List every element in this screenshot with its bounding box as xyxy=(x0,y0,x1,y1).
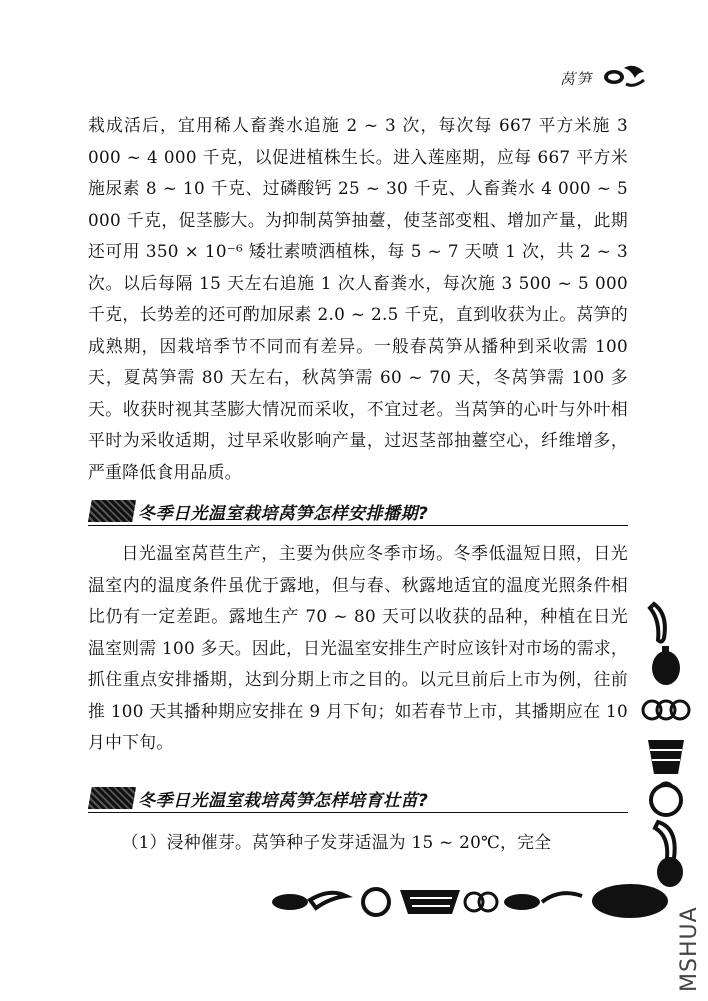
section-heading-text: 冬季日光温室栽培莴笋怎样培育壮苗? xyxy=(138,790,429,811)
paragraph-1: 栽成活后，宜用稀人畜粪水追施 2 ~ 3 次，每次每 667 平方米施 3 000 ~ 4 000 千克，以促进植株生长。进入莲座期，应每 667 平方米施尿素 8 ~ 10 千克、过磷酸钙 25 ~ 30 千克、人畜粪水 4 000 ~ 5 000 千克，促茎膨大。为抑制莴笋抽薹，使茎部变粗、增加产量，此期还可用 350 × 10⁻⁶ 矮壮素喷洒植株，每 5 ~ 7 天喷 1 次，共 2 ~ 3 次。以后每隔 15 天左右追施 1 次人畜粪水，每次施 3 500 ~ 5 000 千克，长势差的还可酌加尿素 2.0 ~ 2.5 千克，直到收获为止。莴笋的成熟期，因栽培季节不同而有差异。一般春莴笋从播种到采收需 100 天，夏莴笋需 80 天左右，秋莴笋需 60 ~ 70 天，冬莴笋需 100 多天。收获时视其茎膨大情况而采收，不宜过老。当莴笋的心叶与外叶相平时为采收适期，过早采收影响产量，过迟茎部抽薹空心，纤维增多，严重降低食用品质。 xyxy=(88,115,629,482)
paragraph-2: 日光温室莴苣生产，主要为供应冬季市场。冬季低温短日照，日光温室内的温度条件虽优于露地，但与春、秋露地适宜的温度光照条件相比仍有一定差距。露地生产 70 ~ 80 天可以收获的品种，种植在日光温室则需 100 多天。因此，日光温室安排生产时应该针对市场的需求，抓住重点安排播期，达到分期上市之目的。以元旦前后上市为例，往前推 100 天其播种期应安排在 9 月下旬；如若春节上市，其播期应在 10 月中下旬。 xyxy=(88,543,628,752)
section-heading-seedling xyxy=(88,784,628,813)
vegetable-column-icon xyxy=(636,600,696,894)
running-header-title: 莴笋 xyxy=(560,69,593,88)
running-header xyxy=(560,62,646,94)
vegetable-logo-icon xyxy=(602,62,646,94)
watermark xyxy=(672,870,702,995)
section-heading-sowing xyxy=(88,497,628,526)
heading-marker-icon xyxy=(88,500,136,522)
paragraph-3: （1）浸种催芽。莴笋种子发芽适温为 15 ~ 20℃，完全 xyxy=(121,832,552,852)
vegetable-row-icon xyxy=(270,880,670,924)
watermark-text: MSHUA xyxy=(677,906,702,992)
heading-marker-icon xyxy=(88,787,136,809)
section-heading-text: 冬季日光温室栽培莴笋怎样安排播期? xyxy=(138,503,429,524)
